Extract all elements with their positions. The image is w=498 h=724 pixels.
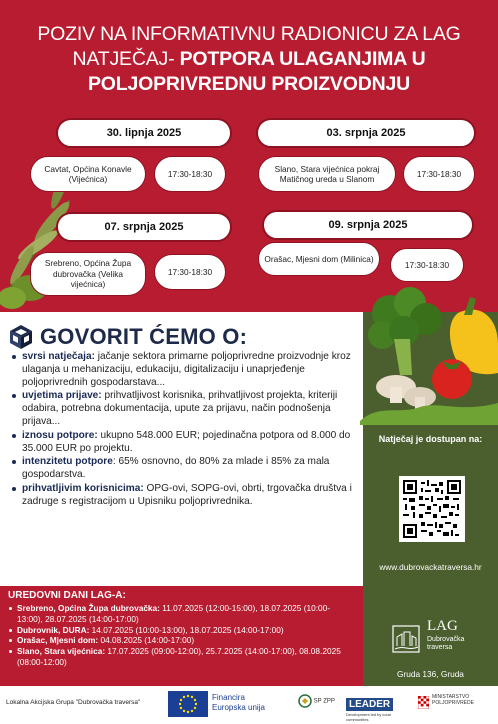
- leader-title: LEADER: [346, 698, 393, 711]
- topic-amount-text: ukupno 548.000 EUR; pojedinačna potpora od 8.000 do 35.000 EUR po projektu.: [22, 429, 351, 454]
- lag-logo-title: LAG: [427, 618, 458, 634]
- workshop-2-time: 17:30-18:30: [403, 156, 475, 192]
- lag-address: Gruda 136, Gruda: [397, 669, 464, 679]
- topic-purpose-label: svrsi natječaja:: [22, 351, 95, 362]
- workshop-3-time: 17:30-18:30: [154, 254, 226, 290]
- page-title: [0, 22, 498, 97]
- topic-conditions: [10, 390, 362, 428]
- topic-conditions-label: uvjetima prijave:: [22, 390, 102, 402]
- sp-zpp-logo: [298, 694, 338, 714]
- ministry-line-2: POLJOPRIVREDE: [432, 700, 474, 706]
- office-days-title: UREDOVNI DANI LAG-A:: [8, 590, 126, 601]
- office-days-box: [0, 586, 363, 686]
- vegetables-illustration: [360, 275, 498, 425]
- topic-beneficiaries: [10, 483, 362, 509]
- leader-logo: [346, 694, 406, 722]
- sp-zpp-label: SP ZPP: [313, 698, 335, 705]
- topics-list: [10, 351, 362, 510]
- topic-purpose: [10, 351, 362, 389]
- workshop-1-date: 30. lipnja 2025: [56, 118, 232, 148]
- leader-subtitle: Development led by local communities: [346, 712, 391, 722]
- office-day-place: Dubrovnik, DURA:: [17, 624, 90, 635]
- cube-logo-icon: [8, 324, 34, 350]
- title-line-2-prefix: NATJEČAJ-: [72, 48, 180, 70]
- lag-logo: [391, 618, 471, 662]
- title-line-1: POZIV NA INFORMATIVNU RADIONICU ZA LAG: [37, 23, 461, 45]
- topic-purpose-text: jačanje sektora primarne poljoprivredne proizvodnje kroz ulaganja u mehanizaciju, edukaciju, digitalizaciju i unaprjeđenje poljoprivrednih gospodarstava...: [22, 351, 351, 388]
- footer: [0, 686, 498, 724]
- workshop-4-date: 09. srpnja 2025: [262, 210, 474, 240]
- office-day-item: [8, 646, 355, 668]
- header-banner: [0, 0, 498, 312]
- office-day-times: 04.08.2025 (14:00-17:00): [98, 635, 195, 646]
- eu-flag-icon: [168, 691, 208, 717]
- topics-heading-row: [8, 322, 247, 352]
- office-day-item: [8, 603, 355, 625]
- lag-logo-sub2: traversa: [427, 644, 453, 651]
- workshop-4-time: 17:30-18:30: [390, 248, 464, 282]
- workshop-2-location: Slano, Stara vijećnica pokraj Matičnog ureda u Slanom: [258, 156, 396, 192]
- lag-logo-sub1: Dubrovačka: [427, 636, 465, 643]
- ministry-line-1: MINISTARSTVO: [432, 694, 470, 700]
- topic-intensity-text: : 65% osnovno, do 80% za mlade i 85% za mala gospodarstva.: [22, 456, 330, 481]
- workshop-1-time: 17:30-18:30: [154, 156, 226, 192]
- eu-line-1: Financira: [212, 693, 245, 702]
- ministry-logo: [418, 694, 494, 716]
- topic-intensity: [10, 456, 362, 482]
- office-day-place: Slano, Stara vijećnica:: [17, 646, 106, 657]
- footer-group-name: Lokalna Akcijska Grupa "Dubrovačka traversa": [6, 699, 141, 706]
- qr-code[interactable]: [399, 476, 465, 542]
- office-day-place: Orašac, Mjesni dom:: [17, 635, 99, 646]
- topic-amount-label: iznosu potpore:: [22, 429, 98, 441]
- workshop-3-date: 07. srpnja 2025: [56, 212, 232, 242]
- topic-intensity-label: intenzitetu potpore: [22, 456, 113, 468]
- title-line-3: POLJOPRIVREDNU PROIZVODNJU: [87, 73, 410, 95]
- topic-beneficiaries-text: OPG-ovi, SOPG-ovi, obrti, trgovačka društva i zadruge s registracijom u Upisniku poljoprivrednika.: [22, 482, 352, 507]
- office-day-times: 11.07.2025 (12:00-15:00), 18.07.2025 (10:00-13:00), 28.07.2025 (14:00-17:00): [17, 603, 330, 624]
- eu-line-2: Europska unija: [212, 703, 265, 712]
- workshop-3-location: Srebreno, Općina Župa dubrovačka (Velika vijećnica): [30, 252, 146, 296]
- building-icon: [391, 624, 421, 654]
- eu-funding-text: [212, 693, 265, 713]
- sp-zpp-icon: [298, 694, 312, 708]
- office-day-item: [8, 625, 355, 636]
- office-day-item: [8, 635, 355, 646]
- workshop-2-date: 03. srpnja 2025: [256, 118, 476, 148]
- workshop-4-location: Orašac, Mjesni dom (Milinica): [258, 242, 380, 276]
- office-day-times: 14.07.2025 (10:00-13:00), 18.07.2025 (14:00-17:00): [89, 624, 284, 635]
- topics-heading: GOVORIT ĆEMO O:: [40, 324, 248, 349]
- croatian-coat-of-arms-icon: [418, 696, 429, 709]
- topic-amount: [10, 430, 362, 456]
- topic-conditions-text: prihvatljivost korisnika, prihvatljivost projekta, kriteriji odabira, potrebna dokumentacija, upute za prijavu, način podnošenja prijava...: [22, 390, 338, 427]
- workshop-1-location: Cavtat, Općina Konavle (Vijećnica): [30, 156, 146, 192]
- office-days-list: [8, 603, 355, 668]
- title-line-2-bold: POTPORA ULAGANJIMA U: [179, 48, 426, 70]
- call-available-label: Natječaj je dostupan na:: [378, 434, 483, 444]
- topic-beneficiaries-label: prihvatljivim korisnicima:: [22, 482, 144, 494]
- office-day-times: 17.07.2025 (09:00-12:00), 25.7.2025 (14:00-17:00), 08.08.2025 (08:00-12:00): [17, 646, 341, 667]
- website-link[interactable]: www.dubrovackatraversa.hr: [379, 562, 482, 572]
- office-day-place: Srebreno, Općina Župa dubrovačka:: [17, 603, 160, 613]
